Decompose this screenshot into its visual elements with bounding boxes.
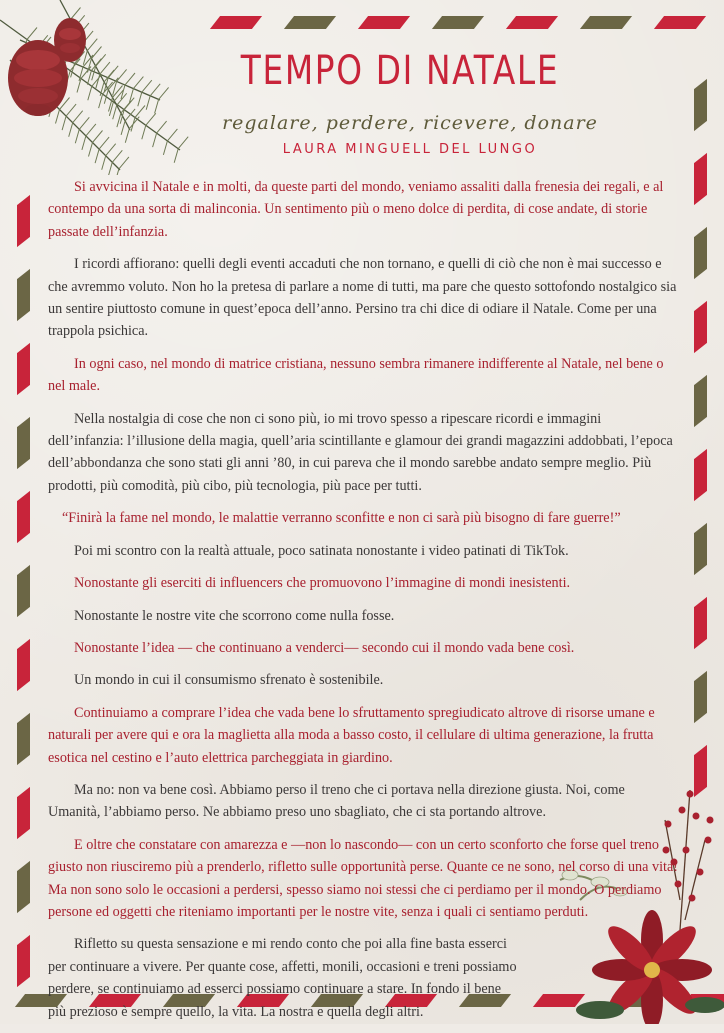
paragraph: Rifletto su questa sensazione e mi rendo conto che poi alla fine basta esserci per continuare a vivere. Per quante cose, affetti, monili, occasioni e treni possiamo perdere, se continuiamo ad esserci possiamo continuare a stare. In fondo il bene più prezioso è sempre quello, la vita. La nostra e quella degli altri. xyxy=(48,936,517,1020)
pine-branch-icon xyxy=(0,0,190,175)
paragraph: Ma no: non va bene così. Abbiamo perso il treno che ci portava nella direzione giusta. Noi, come Umanità, l’abbiamo perso. Ne abbiamo preso uno sbagliato, che ci sta portando altrove. xyxy=(48,781,625,821)
paragraph: Poi mi scontro con la realtà attuale, poco satinata nonostante i video patinati di TikTok. xyxy=(74,542,569,559)
paragraph: In ogni caso, nel mondo di matrice cristiana, nessuno sembra rimanere indifferente al Natale, nel bene o nel male. xyxy=(48,355,664,395)
paragraph: Continuiamo a comprare l’idea che vada bene lo sfruttamento spregiudicato altrove di risorse umane e naturali per avere qui e ora la maglietta alla moda a basso costo, il cellulare di ultima generazione, la frutta esotica nel cestino e l’auto elettrica parcheggiata in giardino. xyxy=(48,704,655,766)
paragraph: I ricordi affiorano: quelli degli eventi accaduti che non tornano, e quelli di ciò che non è mai successo e che avremmo voluto. Non ho la pretesa di parlare a nome di tutti, ma pare che questo sottofondo nostalgico sia un sentire piuttosto comune in quest’epoca dell’anno. Persino tra chi dice di odiare il Natale. Come per una trappola psichica. xyxy=(48,256,677,340)
page-title: TEMPO DI NATALE xyxy=(240,48,560,94)
article-body xyxy=(48,176,680,1033)
paragraph: Nonostante l’idea — che continuano a venderci— secondo cui il mondo vada bene così. xyxy=(74,639,575,656)
paragraph-quote: “Finirà la fame nel mondo, le malattie verranno sconfitte e non ci sarà più bisogno di fare guerre!” xyxy=(62,510,621,527)
paragraph: E oltre che constatare con amarezza e —non lo nascondo— con un certo sconforto che forse quel treno giusto non riusciremo più a prenderlo, rifletto sulle opportunità perse. Quante ce ne sono, nel corso di una vita! Ma non sono solo le occasioni a perdersi, spesso siamo noi stessi che ci perdiamo per il mondo. O perdiamo persone ed oggetti che riteniamo importanti per le nostre vite, senza i quali ci sentiamo perduti. xyxy=(48,836,678,920)
paragraph: Nonostante gli eserciti di influencers che promuovono l’immagine di mondi inesistenti. xyxy=(74,575,571,592)
author-name: LAURA MINGUELL DEL LUNGO xyxy=(282,142,538,157)
page-subtitle: regalare, perdere, ricevere, donare xyxy=(222,112,598,134)
paragraph: Nonostante le nostre vite che scorrono come nulla fosse. xyxy=(74,607,395,624)
pinecone-icon xyxy=(8,18,86,116)
paragraph: Si avvicina il Natale e in molti, da queste parti del mondo, veniamo assaliti dalla frenesia dei regali, e al contempo da una sorta di malinconia. Un sentimento più o meno dolce di perdita, di cose andate, di storie passate dell’infanzia. xyxy=(48,179,664,240)
paragraph: Un mondo in cui il consumismo sfrenato è sostenibile. xyxy=(74,672,384,689)
paragraph: Nella nostalgia di cose che non ci sono più, io mi trovo spesso a ripescare ricordi e immagini dell’infanzia: l’illusione della magia, quell’aria scintillante e glamour dei grandi magazzini addobbati, l’epoca dell’abbondanza che sono stati gli anni ’80, in cui pareva che il mondo sarebbe andato sempre meglio. Più prodotti, più comodità, più cibo, più tecnologia, più pace per tutti. xyxy=(48,410,673,494)
